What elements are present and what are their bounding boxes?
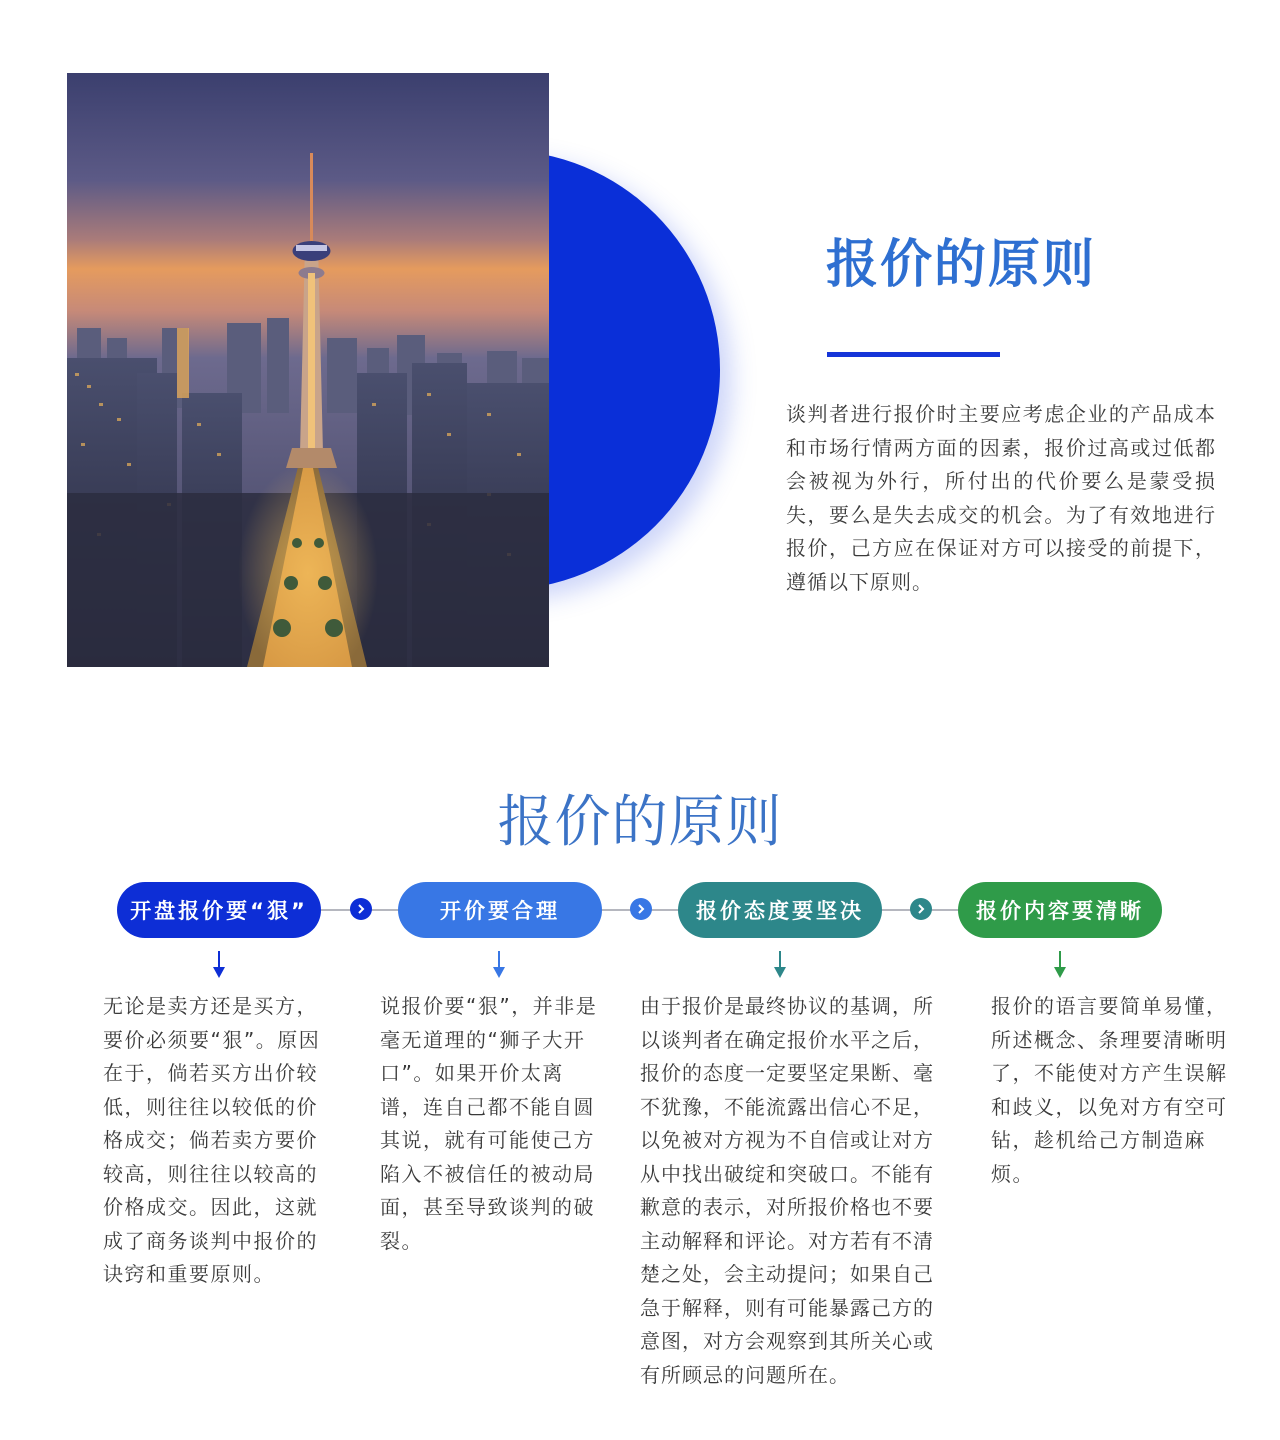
arrow-down-icon xyxy=(1053,951,1067,979)
principle-text-1: 无论是卖方还是买方，要价必须要“狠”。原因在于，倘若买方出价较低，则往往以较低的价格成交；倘若卖方要价较高，则往往以较高的价格成交。因此，这就成了商务谈判中报价的诀窍和重要原则。 xyxy=(103,994,321,1286)
arrow-down-icon xyxy=(492,951,506,979)
page-title: 报价的原则 xyxy=(826,235,1097,295)
principle-text-3: 由于报价是最终协议的基调，所以谈判者在确定报价水平之后，报价的态度一定要坚定果断、毫不犹豫，不能流露出信心不足，以免被对方视为不自信或让对方从中找出破绽和突破口。不能有歉意的表示，对所报价格也不要主动解释和评论。对方若有不清楚之处，会主动提问；如果自己急于解释，则有可能暴露己方的意图，对方会观察到其所关心或有所顾忌的问题所在。 xyxy=(640,994,934,1387)
title-underline xyxy=(827,352,1000,357)
section-title: 报价的原则 xyxy=(497,790,783,855)
intro-paragraph: 谈判者进行报价时主要应考虑企业的产品成本和市场行情两方面的因素，报价过高或过低都会被视为外行，所付出的代价要么是蒙受损失，要么是失去成交的机会。为了有效地进行报价，己方应在保证对方可以接受的前提下，遵循以下原则。 xyxy=(786,402,1216,594)
principle-pill-3: 报价态度要坚决 xyxy=(678,882,882,938)
principle-pill-1: 开盘报价要“狠” xyxy=(117,882,321,938)
chevron-right-icon xyxy=(350,898,372,920)
city-night-photo xyxy=(67,73,549,667)
arrow-down-icon xyxy=(212,951,226,979)
principle-pill-4: 报价内容要清晰 xyxy=(958,882,1162,938)
principle-text-4: 报价的语言要简单易懂，所述概念、条理要清晰明了，不能使对方产生误解和歧义，以免对方有空可钻，趁机给己方制造麻烦。 xyxy=(991,994,1228,1186)
principle-pill-2: 开价要合理 xyxy=(398,882,602,938)
arrow-down-icon xyxy=(773,951,787,979)
chevron-right-icon xyxy=(630,898,652,920)
chevron-right-icon xyxy=(910,898,932,920)
principle-text-2: 说报价要“狠”，并非是毫无道理的“狮子大开口”。如果开价太离谱，连自己都不能自圆其说，就有可能使己方陷入不被信任的被动局面，甚至导致谈判的破裂。 xyxy=(380,994,598,1253)
